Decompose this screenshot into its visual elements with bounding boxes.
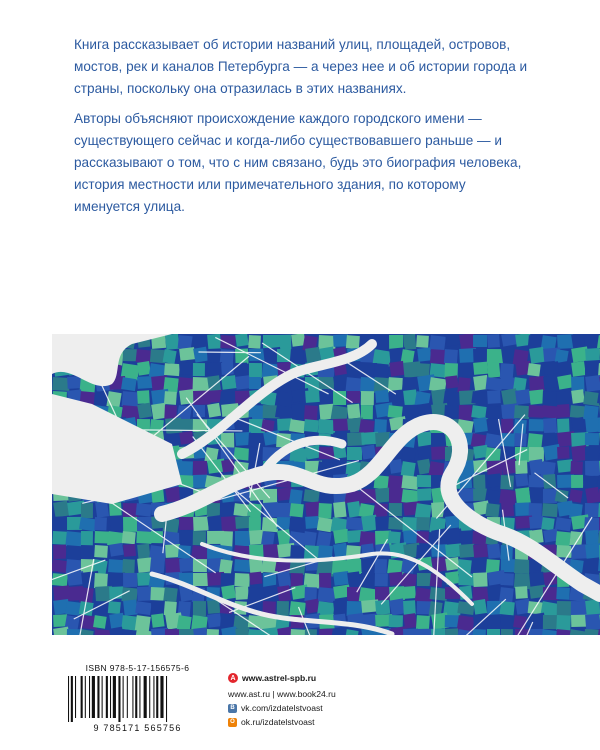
astrel-logo-icon: A — [228, 673, 238, 683]
publisher-websites[interactable]: www.ast.ru | www.book24.ru — [228, 689, 336, 699]
city-map-illustration — [52, 334, 600, 635]
barcode-digits: 9 785171 565756 — [93, 723, 182, 733]
ok-link[interactable]: ok.ru/izdatelstvoast — [241, 717, 315, 727]
isbn-barcode-block — [61, 663, 214, 735]
description-paragraph-1: Книга рассказывает об истории названий улиц, площадей, островов, мостов, рек и каналов Петербурга — а через нее и об истории города и страны, поскольку она отразилась в этих названиях. — [74, 37, 528, 96]
description-paragraph-2: Авторы объясняют происхождение каждого городского имени — существующего сейчас и когда-либо существовавшего раньше — и рассказывают о том, что с ним связано, будь это биография человека, история местности или примечательного здания, по которому именуется улица. — [74, 111, 522, 214]
ok-icon: О — [228, 718, 237, 727]
vk-link[interactable]: vk.com/izdatelstvoast — [241, 703, 323, 713]
isbn-label: ISBN 978-5-17-156575-6 — [85, 663, 190, 673]
barcode-bar-group — [68, 676, 167, 722]
barcode-bars — [66, 676, 209, 722]
vk-icon: В — [228, 704, 237, 713]
astrel-url-link[interactable]: www.astrel-spb.ru — [242, 673, 317, 683]
map-svg — [52, 334, 600, 635]
publisher-info — [228, 671, 336, 729]
